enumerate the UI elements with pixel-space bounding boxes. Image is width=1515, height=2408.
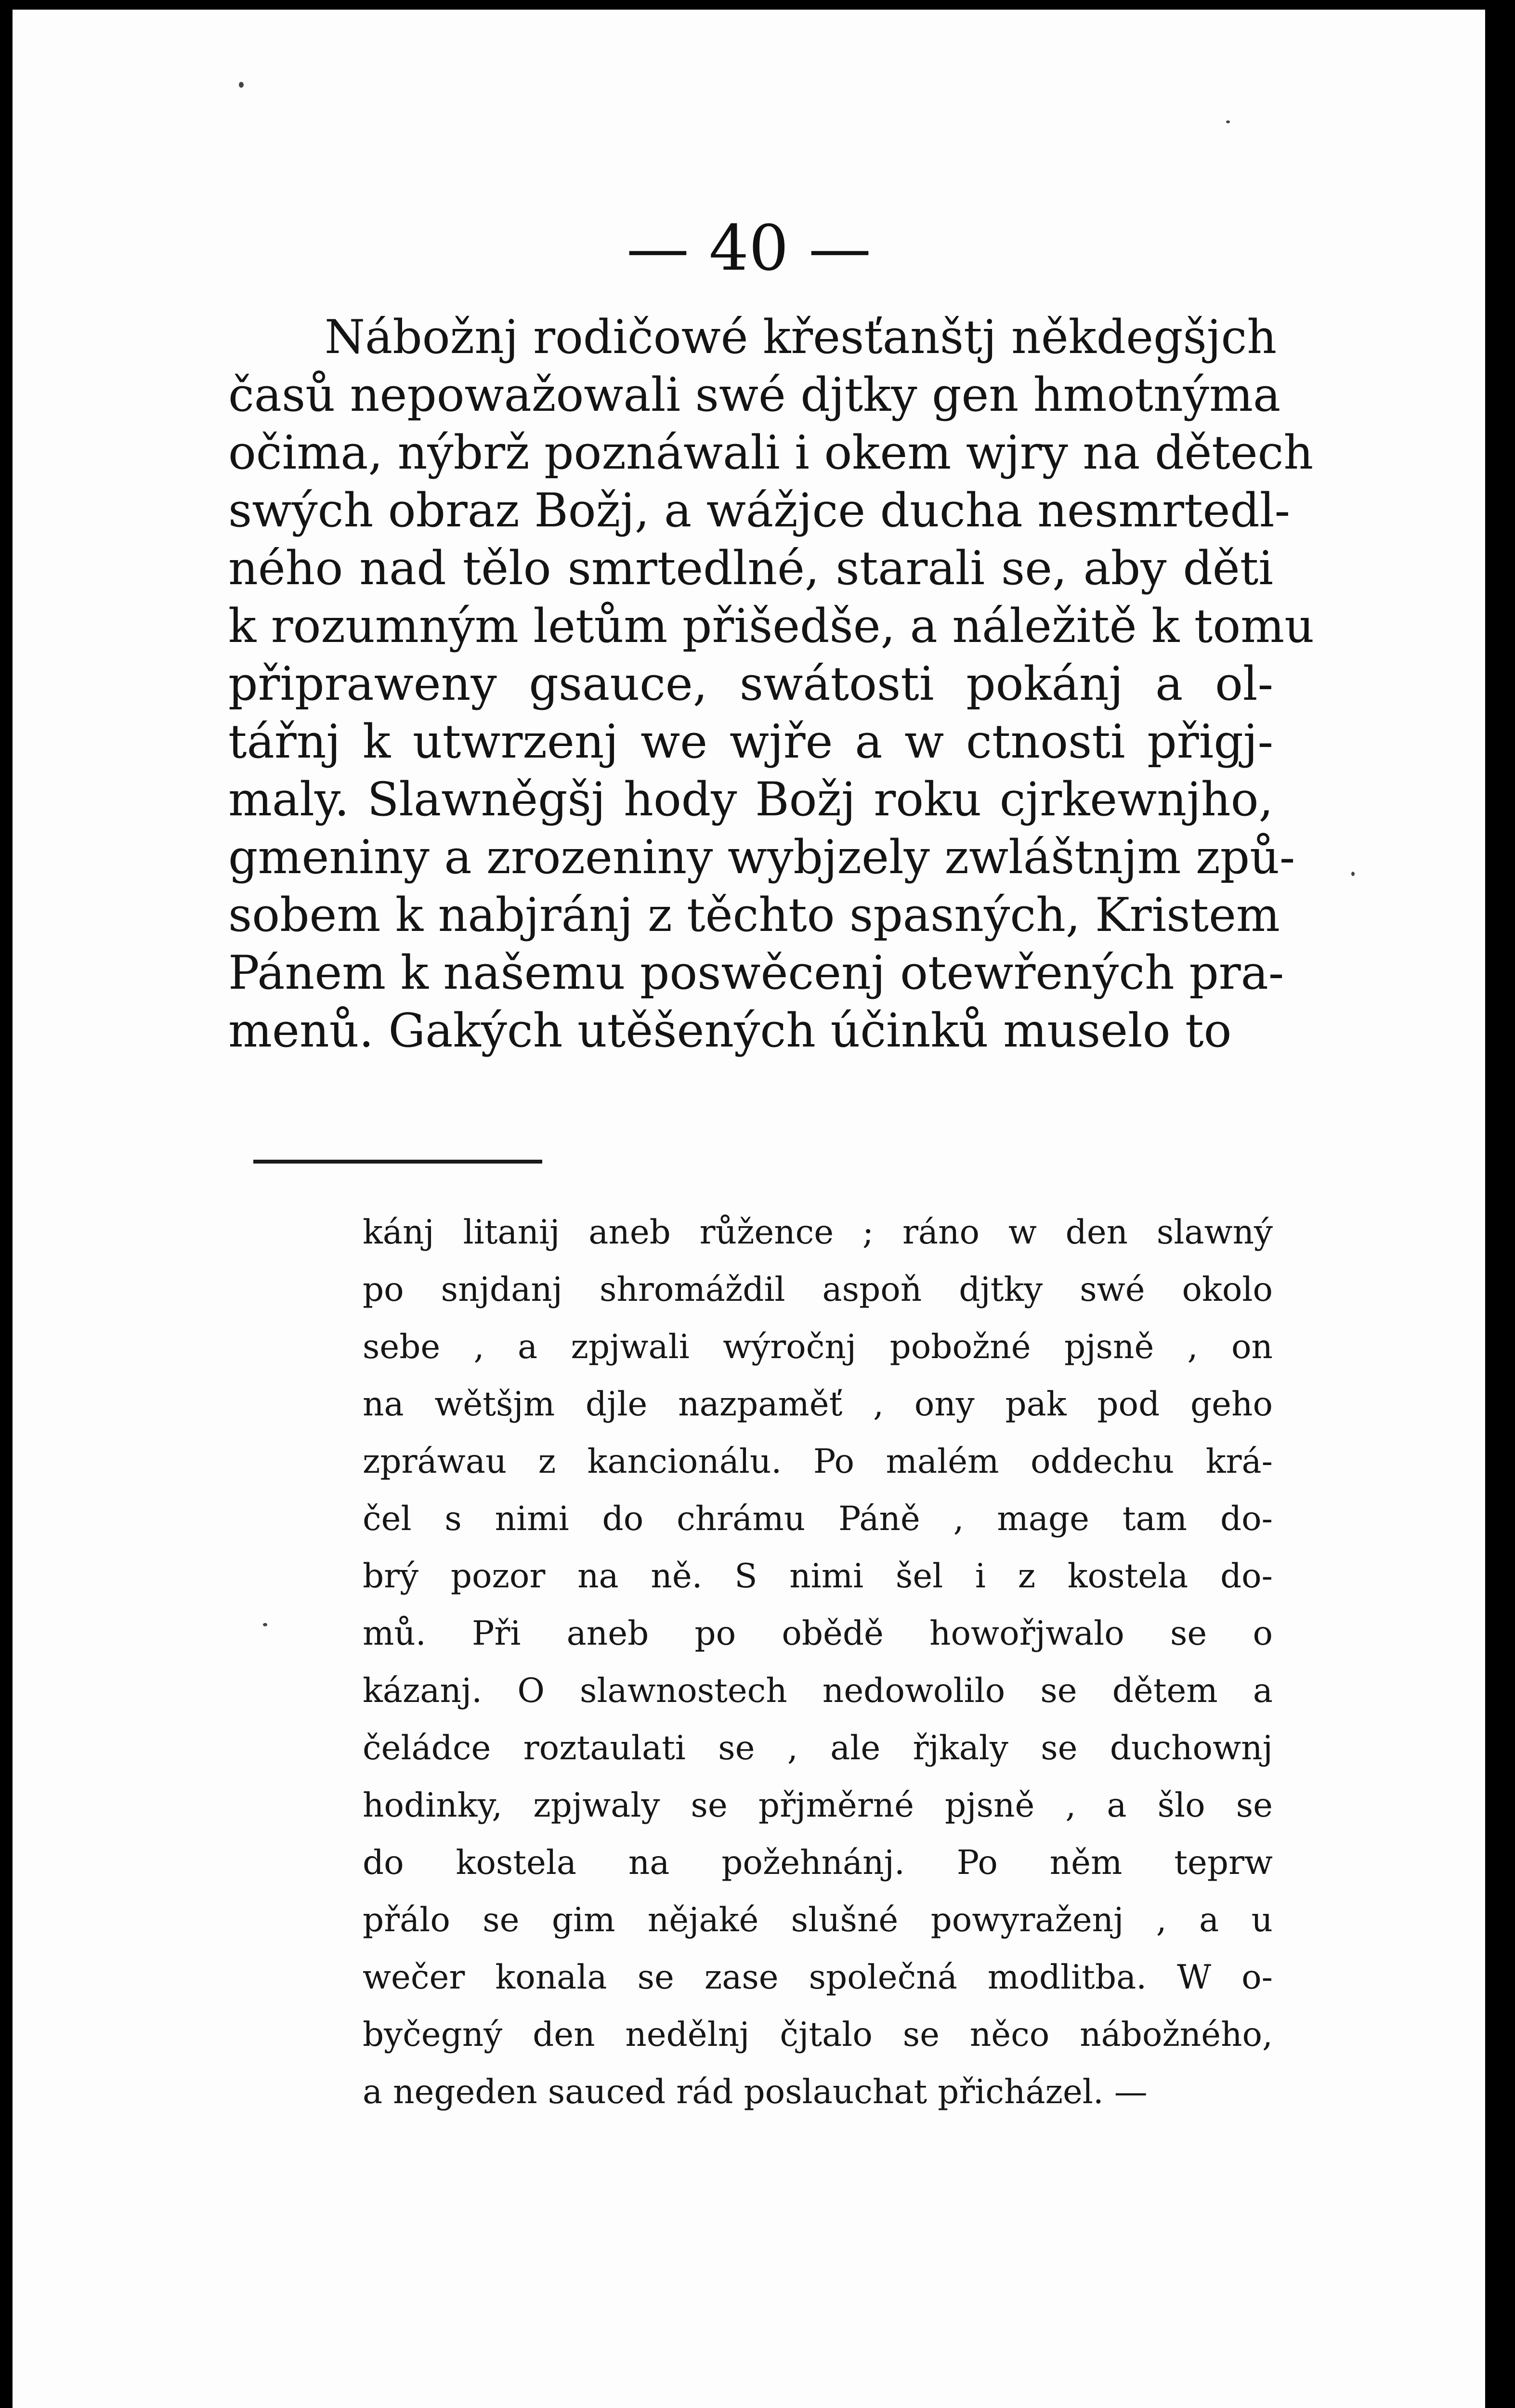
- footnote-line: přálo se gim nějaké slušné powyraženj , a u: [363, 1901, 1273, 1939]
- footnote-separator-rule: [253, 1160, 542, 1164]
- footnote-line: byčegný den nedělnj čjtalo se něco nábožného,: [363, 2015, 1273, 2054]
- text-line: tářnj k utwrzenj we wjře a w ctnosti přigj-: [228, 715, 1273, 769]
- footnote-line: do kostela na požehnánj. Po něm teprw: [363, 1844, 1273, 1882]
- footnote-line: na wětšjm djle nazpaměť , ony pak pod geho: [363, 1385, 1273, 1424]
- text-line: k rozumným letům přišedše, a náležitě k tomu: [228, 599, 1315, 653]
- text-line: sobem k nabjránj z těchto spasných, Kristem: [228, 888, 1280, 942]
- text-line: maly. Slawněgšj hody Božj roku cjrkewnjho,: [228, 772, 1273, 826]
- footnote-line: zpráwau z kancionálu. Po malém oddechu krá-: [363, 1442, 1273, 1481]
- text-line: připraweny gsauce, swátosti pokánj a ol-: [228, 657, 1273, 711]
- footnote-line: po snjdanj shromáždil aspoň djtky swé okolo: [363, 1270, 1273, 1309]
- footnote-line: čeládce roztaulati se , ale řjkaly se duchownj: [363, 1729, 1273, 1767]
- text-line: Nábožnj rodičowé křesťanštj někdegšjch: [325, 310, 1277, 364]
- book-page: [13, 10, 1485, 2408]
- footnote-line: wečer konala se zase společná modlitba. W o-: [363, 1958, 1273, 1997]
- footnote-line: a negeden sauсed rád poslauchat přicházel. —: [363, 2073, 1148, 2111]
- paper-speck: [263, 1623, 267, 1626]
- footnote-line: kánj litanij aneb růžence ; ráno w den slawný: [363, 1213, 1273, 1252]
- text-line: časů nepowažowali swé djtky gen hmotnýma: [228, 368, 1281, 422]
- text-line: očima, nýbrž poznáwali i okem wjry na dětech: [228, 426, 1314, 480]
- main-text-block: [228, 308, 1315, 1060]
- footnote-line: mů. Při aneb po obědě howořjwalo se o: [363, 1614, 1273, 1653]
- footnote-line: kázanj. O slawnostech nedowolilo se dětem a: [363, 1672, 1273, 1710]
- paper-speck: [1351, 872, 1355, 876]
- page-number: — 40 —: [626, 211, 872, 285]
- text-line: menů. Gakých utěšených účinků muselo to: [228, 1004, 1232, 1058]
- footnote-line: čel s nimi do chrámu Páně , mage tam do-: [363, 1500, 1273, 1538]
- text-line: Pánem k našemu poswěcenj otewřených pra-: [228, 946, 1284, 1000]
- text-line: ného nad tělo smrtedlné, starali se, aby děti: [228, 541, 1273, 595]
- footnote-line: brý pozor na ně. S nimi šel i z kostela do-: [363, 1557, 1273, 1596]
- footnote-line: sebe , a zpjwali wýročnj pobožné pjsně , on: [363, 1328, 1273, 1366]
- text-line: gmeniny a zrozeniny wybjzely zwláštnjm způ-: [228, 830, 1295, 884]
- text-line: swých obraz Božj, a wážjce ducha nesmrtedl-: [228, 484, 1290, 537]
- paper-speck: [239, 82, 244, 88]
- paper-speck: [1226, 120, 1230, 123]
- footnote-block: [363, 1204, 1273, 2121]
- footnote-line: hodinky, zpjwaly se přjměrné pjsně , a šlo se: [363, 1786, 1273, 1825]
